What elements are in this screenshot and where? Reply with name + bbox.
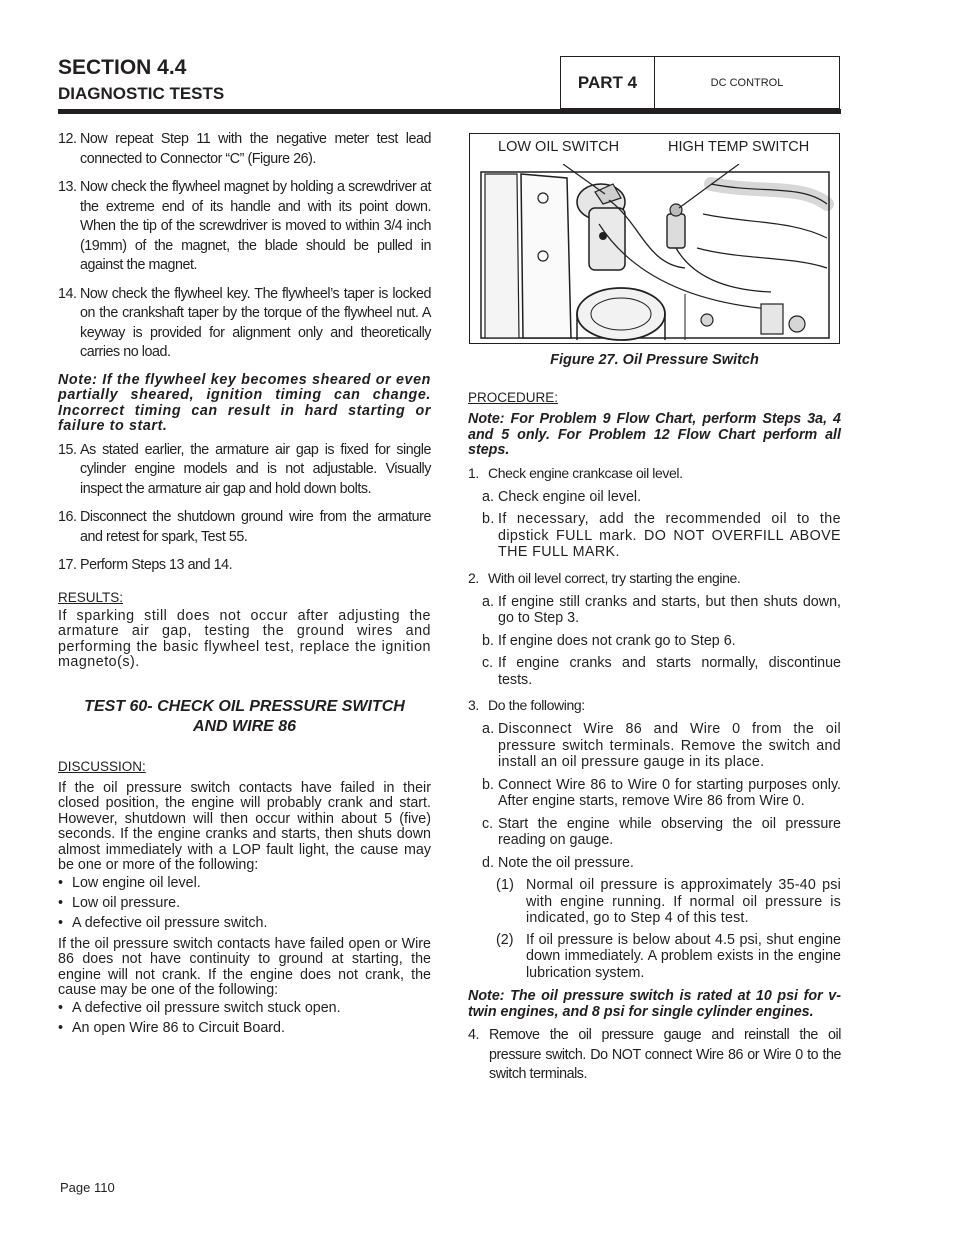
- step-2b: b. If engine does not crank go to Step 6.: [482, 632, 736, 649]
- engine-photo-illustration: [471, 164, 839, 342]
- part-label: PART 4: [561, 57, 655, 108]
- step-3d-2: (2) If oil pressure is below about 4.5 psi, shut engine down immediately. A problem exists in the engine lubrication system.: [496, 931, 841, 981]
- left-column: [58, 130, 431, 1040]
- step-13: 13. Now check the flywheel magnet by holding a screwdriver at the extreme end of its handle and with its point down. When the tip of the screwdriver is moved to within 3/4 inch (19mm) of the magnet, the blade should be pulled in against the magnet.: [58, 179, 431, 273]
- label-high-temp-switch: HIGH TEMP SWITCH: [668, 139, 810, 155]
- step-3a: a. Disconnect Wire 86 and Wire 0 from the oil pressure switch terminals. Remove the switch and install an oil pressure gauge in its place.: [482, 721, 841, 770]
- oil-switch-rating-note: Note: The oil pressure switch is rated at 10 psi for v-twin engines, and 8 psi for single cylinder engines.: [468, 988, 841, 1020]
- results-text: If sparking still does not occur after adjusting the armature air gap, testing the ground wires and performing the basic flywheel test, replace the ignition magneto(s).: [58, 607, 431, 670]
- figure-oil-pressure-switch: [469, 133, 840, 344]
- results-heading: RESULTS:: [58, 589, 124, 605]
- step-2: 2. With oil level correct, try starting the engine.: [468, 569, 741, 586]
- step-16: 16. Disconnect the shutdown ground wire from the armature and retest for spark, Test 55.: [58, 509, 431, 545]
- bullet-open-wire-86: • An open Wire 86 to Circuit Board.: [58, 1019, 285, 1036]
- procedure-heading: PROCEDURE:: [468, 390, 559, 405]
- step-3d-1: (1) Normal oil pressure is approximately 35-40 psi with engine running. If normal oil pressure is indicated, go to Step 4 of this test.: [496, 877, 841, 926]
- step-2a: a. If engine still cranks and starts, but then shuts down, go to Step 3.: [482, 593, 841, 626]
- step-3c: c. Start the engine while observing the oil pressure reading on gauge.: [482, 815, 841, 848]
- step-1b: b. If necessary, add the recommended oil to the dipstick FULL mark. DO NOT OVERFILL ABOVE THE FULL MARK.: [482, 511, 841, 560]
- part-box: [560, 56, 840, 109]
- discussion-text-1: If the oil pressure switch contacts have failed in their closed position, the engine will probably crank and start. However, shutdown will then occur within about 5 (five) seconds. If the engine cranks and starts, then shuts down almost immediately with a LOP fault light, the cause may be one or more of the following:: [58, 779, 431, 873]
- figure-caption: Figure 27. Oil Pressure Switch: [550, 352, 759, 368]
- bullet-low-oil-level: • Low engine oil level.: [58, 874, 201, 891]
- step-12: 12. Now repeat Step 11 with the negative meter test lead connected to Connector “C” (Figure 26).: [58, 131, 431, 167]
- section-title: SECTION 4.4: [58, 56, 187, 79]
- step-14: 14. Now check the flywheel key. The flywheel’s taper is locked on the crankshaft taper by the torque of the flywheel nut. A keyway is provided for alignment only and theoretically carries no load.: [58, 285, 431, 360]
- test-60-title-line1: TEST 60- CHECK OIL PRESSURE SWITCH: [84, 697, 405, 715]
- step-4: 4. Remove the oil pressure gauge and reinstall the oil pressure switch. Do NOT connect Wire 86 or Wire 0 to the switch terminals.: [468, 1027, 841, 1082]
- discussion-heading: DISCUSSION:: [58, 758, 146, 774]
- label-low-oil-switch: LOW OIL SWITCH: [498, 139, 620, 155]
- page-number: Page 110: [60, 1180, 115, 1195]
- bullet-switch-stuck-open: • A defective oil pressure switch stuck open.: [58, 999, 341, 1016]
- step-3b: b. Connect Wire 86 to Wire 0 for starting purposes only. After engine starts, remove Wire 86 from Wire 0.: [482, 776, 841, 809]
- procedure-note: Note: For Problem 9 Flow Chart, perform Steps 3a, 4 and 5 only. For Problem 12 Flow Chart perform all steps.: [468, 411, 841, 458]
- step-15: 15. As stated earlier, the armature air gap is fixed for single cylinder engine models and is not adjustable. Visually inspect the armature air gap and hold down bolts.: [58, 441, 431, 497]
- right-column: [468, 390, 841, 1094]
- step-17: 17. Perform Steps 13 and 14.: [58, 557, 233, 573]
- step-3d: d. Note the oil pressure.: [482, 854, 634, 871]
- section-subtitle: DIAGNOSTIC TESTS: [58, 84, 225, 103]
- step-2c: c. If engine cranks and starts normally, discontinue tests.: [482, 655, 841, 688]
- header-rule: [58, 109, 841, 114]
- discussion-text-2: If the oil pressure switch contacts have failed open or Wire 86 does not have continuity to ground at starting, the engine will not crank. If the engine does not crank, the cause may be one of the following:: [58, 935, 431, 998]
- bullet-low-oil-pressure: • Low oil pressure.: [58, 894, 181, 911]
- bullet-defective-switch: • A defective oil pressure switch.: [58, 914, 268, 931]
- test-60-title-line2: AND WIRE 86: [192, 717, 297, 735]
- flywheel-key-note: Note: If the flywheel key becomes sheared or even partially sheared, ignition timing can change. Incorrect timing can result in hard starting or failure to start.: [58, 371, 431, 434]
- part-title: DC CONTROL: [710, 76, 784, 89]
- step-1a: a. Check engine oil level.: [482, 488, 642, 505]
- step-3: 3. Do the following:: [468, 697, 585, 713]
- step-1: 1. Check engine crankcase oil level.: [468, 464, 683, 481]
